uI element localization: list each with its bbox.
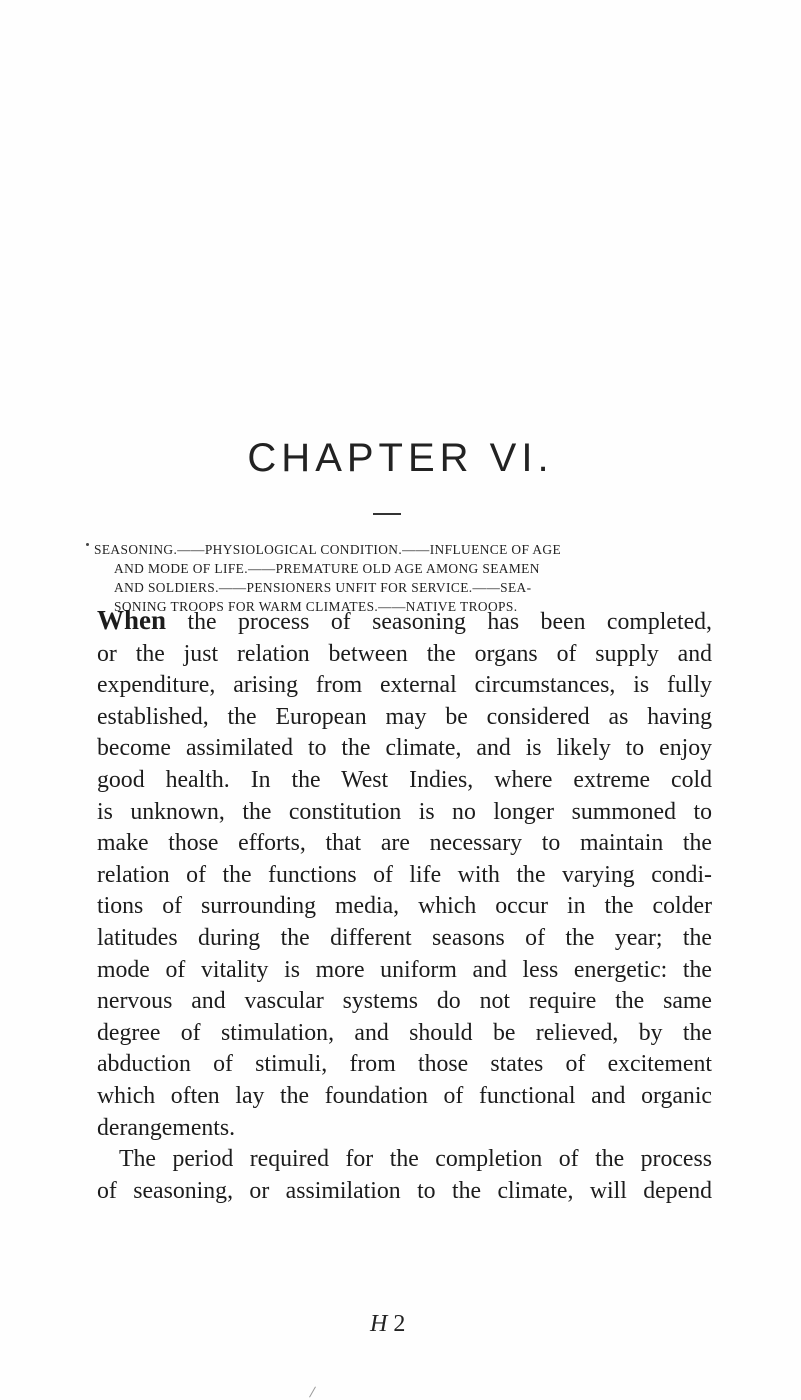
paragraph-line: abduction of stimuli, from those states of excitement [97, 1051, 712, 1078]
paragraph-line: of seasoning, or assimilation to the climate, will depend [97, 1177, 712, 1204]
synopsis-line: AND SOLDIERS.——PENSIONERS UNFIT FOR SERVICE.——SEA- [114, 580, 532, 595]
opening-word: When [97, 605, 167, 635]
paragraph-line: degree of stimulation, and should be relieved, by the [97, 1019, 712, 1046]
pencil-mark [309, 1387, 316, 1398]
paragraph-line: The period required for the completion of the process [119, 1146, 712, 1173]
paragraph-line: become assimilated to the climate, and is likely to enjoy [97, 735, 712, 762]
paragraph-line: which often lay the foundation of functional and organic [97, 1082, 712, 1109]
title-rule [373, 513, 401, 515]
paragraph-line: tions of surrounding media, which occur in the colder [97, 893, 712, 920]
paragraph-line: mode of vitality is more uniform and less energetic: the [97, 956, 712, 983]
paragraph-line: latitudes during the different seasons of the year; the [97, 924, 712, 951]
synopsis-line: AND MODE OF LIFE.——PREMATURE OLD AGE AMONG SEAMEN [114, 561, 540, 576]
chapter-title: CHAPTER VI. [247, 436, 554, 480]
paragraph-line: relation of the functions of life with the varying condi- [97, 861, 712, 888]
paragraph-line: expenditure, arising from external circumstances, is fully [97, 672, 712, 699]
paragraph-line: or the just relation between the organs of supply and [97, 640, 712, 667]
paragraph-line [97, 605, 712, 639]
paragraph-line: is unknown, the constitution is no longer summoned to [97, 798, 712, 825]
paragraph-line: established, the European may be considered as having [97, 703, 712, 730]
body-text [97, 605, 712, 1207]
signature-letter: H [370, 1311, 388, 1337]
signature-mark [370, 1311, 405, 1338]
paragraph-line: good health. In the West Indies, where extreme cold [97, 766, 712, 793]
paragraph-line: nervous and vascular systems do not require the same [97, 988, 712, 1015]
paragraph-line: make those efforts, that are necessary to maintain the [97, 830, 712, 857]
signature-number: 2 [393, 1311, 406, 1337]
synopsis-line: SEASONING.——PHYSIOLOGICAL CONDITION.——INFLUENCE OF AGE [94, 542, 562, 557]
paragraph-line-text: the process of seasoning has been completed, [166, 609, 712, 635]
paragraph-line: derangements. [97, 1114, 236, 1141]
synopsis-line: SONING TROOPS FOR WARM CLIMATES.——NATIVE TROOPS. [114, 599, 518, 614]
ink-speck [86, 543, 89, 546]
